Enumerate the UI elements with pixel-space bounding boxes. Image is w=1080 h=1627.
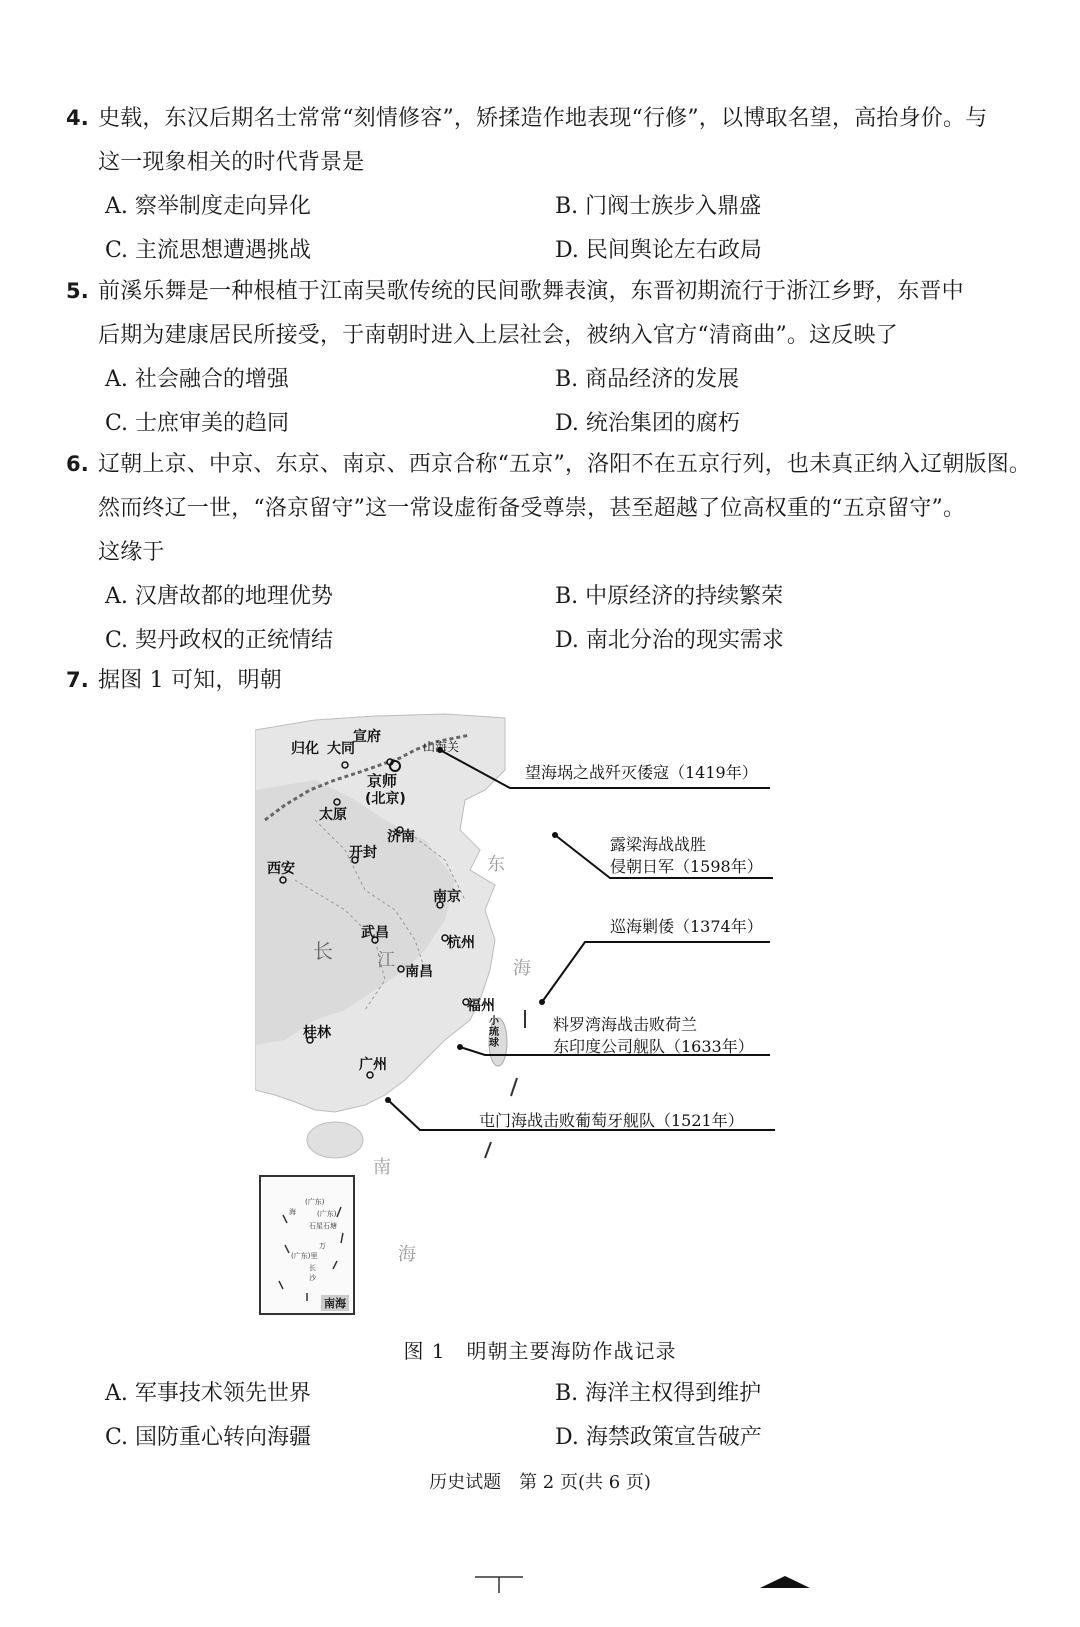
option-d: D. 海禁政策宣告破产 [555, 1425, 762, 1450]
region-label: 东 [487, 854, 505, 875]
option-d: D. 统治集团的腐朽 [555, 411, 740, 436]
option-b: B. 商品经济的发展 [555, 367, 740, 392]
option-c: C. 士庶审美的趋同 [105, 411, 290, 436]
question-stem-line: 这缘于 [98, 540, 165, 565]
option-a: A. 社会融合的增强 [105, 367, 289, 392]
inset-text: (广东) [317, 1210, 337, 1218]
city-label: 大同 [327, 741, 355, 757]
page-footer: 历史试题 第 2 页(共 6 页) [429, 1472, 651, 1493]
city-label: 武昌 [361, 925, 389, 941]
city-label: 济南 [387, 829, 415, 845]
callout-1598-line1: 露梁海战战胜 [610, 835, 707, 854]
inset-text: 石星石塘 [309, 1222, 337, 1230]
region-label: 长 [313, 939, 333, 963]
question-7-options [66, 1372, 1016, 1460]
marker-1598 [552, 832, 558, 838]
inset-label: 南海 [321, 1295, 349, 1311]
city-label: 广州 [359, 1057, 387, 1073]
stem-text: 据图 1 可知，明朝 [98, 668, 282, 693]
stem-text: 前溪乐舞是一种根植于江南吴歌传统的民间歌舞表演，东晋初期流行于浙江乡野，东晋中 [98, 279, 964, 304]
callout-1521: 屯门海战击败葡萄牙舰队（1521年） [479, 1111, 744, 1130]
hainan-island [307, 1122, 363, 1158]
binding-tick-mark [475, 1575, 523, 1593]
question-stem-line: 然而终辽一世，“洛京留守”这一常设虚衔备受尊崇，甚至超越了位高权重的“五京留守”。 [98, 496, 966, 521]
option-c: C. 国防重心转向海疆 [105, 1425, 312, 1450]
question-stem-line: 后期为建康居民所接受，于南朝时进入上层社会，被纳入官方“清商曲”。这反映了 [98, 323, 898, 348]
option-b: B. 中原经济的持续繁荣 [555, 584, 784, 609]
option-b: B. 海洋主权得到维护 [555, 1381, 762, 1406]
city-label: 京师 [367, 772, 398, 790]
marker-1521 [385, 1097, 391, 1103]
callout-1419: 望海埚之战歼灭倭寇（1419年） [525, 763, 758, 782]
inset-dashes [261, 1177, 353, 1313]
question-7 [66, 658, 1016, 703]
callout-1633-line1: 料罗湾海战击败荷兰 [553, 1015, 698, 1034]
options [66, 185, 1016, 273]
option-b: B. 门阀士族步入鼎盛 [555, 194, 762, 219]
question-stem-line [66, 658, 1016, 703]
question-6 [66, 442, 1032, 663]
inset-text: (广东) [305, 1198, 325, 1206]
option-d: D. 民间舆论左右政局 [555, 238, 762, 263]
city-label: 开封 [349, 845, 377, 861]
city-label: 南京 [433, 889, 461, 905]
callout-1374: 巡海剿倭（1374年） [610, 917, 763, 936]
option-d: D. 南北分治的现实需求 [555, 628, 784, 653]
figure-caption: 图 1 明朝主要海防作战记录 [403, 1339, 677, 1363]
callout-1598-line2: 侵朝日军（1598年） [610, 857, 763, 876]
city-label: 山海关 [423, 740, 460, 754]
registration-mark [760, 1576, 810, 1588]
options [66, 1372, 1016, 1460]
question-stem-line: 这一现象相关的时代背景是 [98, 150, 365, 175]
sea-boundary-dash [511, 1078, 517, 1096]
question-number: 6. [66, 452, 89, 476]
inset-text: 长 [309, 1264, 316, 1272]
question-number: 5. [66, 279, 89, 303]
question-4 [66, 96, 1016, 273]
city-label: 西安 [267, 861, 295, 877]
city-label: 太原 [319, 807, 347, 823]
question-number: 7. [66, 668, 89, 692]
ming-coastal-defense-map [255, 710, 800, 1325]
south-sea-inset [259, 1175, 355, 1315]
sea-boundary-dash [485, 1142, 491, 1158]
inset-text: (广东)里 [291, 1252, 318, 1260]
inset-text: 沙 [309, 1274, 316, 1282]
options [66, 575, 1016, 663]
option-a: A. 军事技术领先世界 [105, 1381, 311, 1406]
region-label: 海 [398, 1244, 416, 1265]
question-stem-line [66, 269, 1016, 314]
question-stem-line [66, 442, 1032, 487]
option-a: A. 察举制度走向异化 [105, 194, 311, 219]
callout-1633-line2: 东印度公司舰队（1633年） [553, 1037, 754, 1056]
region-label: 海 [513, 958, 531, 979]
inset-text: 万 [319, 1242, 326, 1250]
question-number: 4. [66, 106, 89, 130]
city-label: 杭州 [447, 935, 475, 951]
question-5 [66, 269, 1016, 446]
city-label: 桂林 [303, 1025, 331, 1041]
city-label: 福州 [467, 998, 495, 1014]
stem-text: 史载，东汉后期名士常常“刻情修容”，矫揉造作地表现“行修”，以博取名望，高抬身价。与 [98, 106, 988, 131]
city-label: (北京) [365, 791, 406, 807]
stem-text: 辽朝上京、中京、东京、南京、西京合称“五京”，洛阳不在五京行列，也未真正纳入辽朝版图。 [98, 452, 1032, 477]
option-a: A. 汉唐故都的地理优势 [105, 584, 333, 609]
options [66, 358, 1016, 446]
city-label: 归化 [291, 741, 319, 757]
question-stem-line [66, 96, 1016, 141]
inset-text: 海 [289, 1208, 296, 1216]
option-c: C. 契丹政权的正统情结 [105, 628, 334, 653]
option-c: C. 主流思想遭遇挑战 [105, 238, 312, 263]
city-label: 宣府 [353, 729, 381, 745]
region-label: 南 [373, 1157, 391, 1178]
marker-1633 [457, 1044, 463, 1050]
region-label: 江 [377, 950, 395, 971]
city-label: 小琉球 [489, 1016, 499, 1049]
marker-1374 [539, 999, 545, 1005]
city-label: 南昌 [405, 964, 433, 980]
leader-line-1374 [542, 942, 770, 1002]
